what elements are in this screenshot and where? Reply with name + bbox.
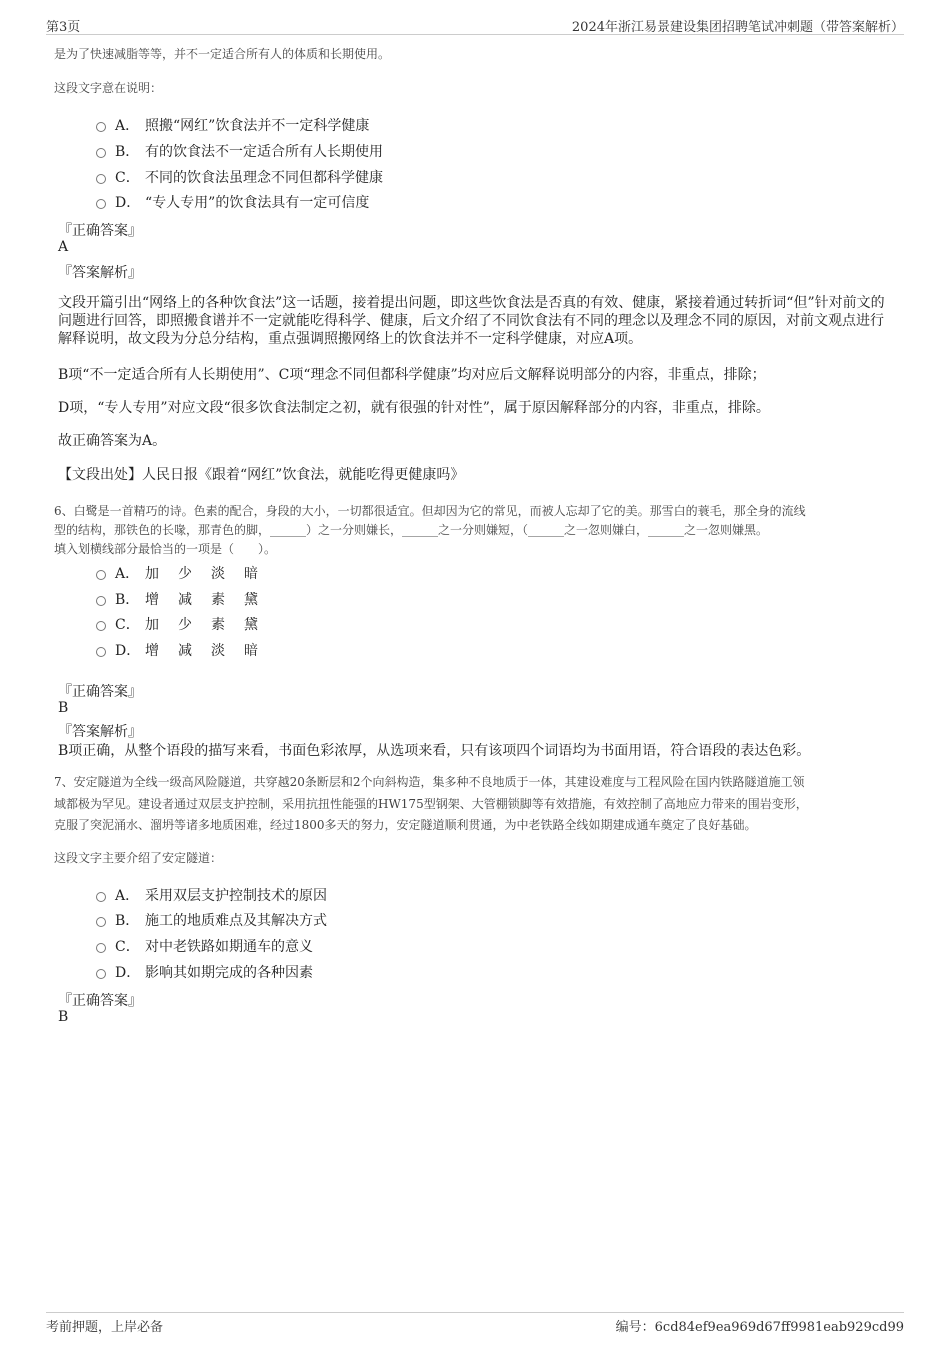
q7-stem-line-3: 克服了突泥涌水、溜坍等诸多地质困难，经过1800多天的努力，安定隧道顺利贯通，为中老铁路全线如期建成通车奠定了良好基础。 (54, 818, 757, 832)
q6-answer: B (58, 700, 69, 716)
radio-icon[interactable] (96, 174, 106, 184)
q7-prompt: 这段文字主要介绍了安定隧道： (54, 851, 223, 865)
q7-option-b[interactable]: B． 施工的地质难点及其解决方式 (96, 910, 327, 928)
radio-icon[interactable] (96, 570, 106, 580)
page-header (46, 16, 904, 35)
q7-option-d[interactable]: D． 影响其如期完成的各种因素 (96, 962, 313, 980)
radio-icon[interactable] (96, 647, 106, 657)
radio-icon[interactable] (96, 148, 106, 158)
q5-analysis-paragraph-1: 文段开篇引出“网络上的各种饮食法”这一话题，接着提出问题，即这些饮食法是否真的有效、健康，紧接着通过转折词“但”针对前文的问题进行回答，即照搬食谱并不一定就能吃得科学、健康，后文介绍了不同饮食法有不同的理念以及理念不同的原因，对前文观点进行解释说明，故文段为分总分结构，重点强调照搬网络上的饮食法并不一定科学健康，对应A项。 (58, 295, 885, 347)
q7-stem-line-2: 域都极为罕见。建设者通过双层支护控制，采用抗扭性能强的HW175型钢架、大管棚锁脚等有效措施，有效控制了高地应力带来的围岩变形， (54, 797, 808, 811)
radio-icon[interactable] (96, 621, 106, 631)
q6-stem-line-1: 6、白鹭是一首精巧的诗。色素的配合，身段的大小，一切都很适宜。但却因为它的常见，而被人忘却了它的美。那雪白的蓑毛，那全身的流线 (54, 504, 806, 518)
radio-icon[interactable] (96, 943, 106, 953)
document-serial: 编号：6cd84ef9ea969d67ff9981eab929cd99 (615, 1320, 904, 1335)
q6-option-c[interactable]: C． 加 少 素 黛 (96, 614, 258, 632)
q5-text-tail: 是为了快速减脂等等，并不一定适合所有人的体质和长期使用。 (54, 47, 391, 61)
q5-answer-label: 『正确答案』 (58, 223, 142, 239)
radio-icon[interactable] (96, 917, 106, 927)
q7-answer: B (58, 1009, 69, 1025)
q6-option-b[interactable]: B． 增 减 素 黛 (96, 589, 258, 607)
page-number: 第3页 (46, 20, 81, 35)
q7-answer-label: 『正确答案』 (58, 993, 142, 1009)
q5-answer: A (58, 239, 69, 255)
q6-stem-line-3: 填入划横线部分最恰当的一项是（ ）。 (54, 542, 277, 556)
q5-analysis-conclusion: 故正确答案为A。 (58, 433, 167, 449)
q7-stem-line-1: 7、安定隧道为全线一级高风险隧道，共穿越20条断层和2个向斜构造，集多种不良地质于一体，其建设难度与工程风险在国内铁路隧道施工领 (54, 775, 805, 789)
q5-analysis-paragraph-3: D项，“专人专用”对应文段“很多饮食法制定之初，就有很强的针对性”，属于原因解释部分的内容，非重点，排除。 (58, 400, 770, 416)
q5-option-d[interactable]: D． “专人专用”的饮食法具有一定可信度 (96, 192, 369, 210)
radio-icon[interactable] (96, 969, 106, 979)
q5-analysis-paragraph-2: B项“不一定适合所有人长期使用”、C项“理念不同但都科学健康”均对应后文解释说明部分的内容，非重点，排除； (58, 367, 766, 383)
page-footer (46, 1312, 904, 1333)
q5-option-a[interactable]: A． 照搬“网红”饮食法并不一定科学健康 (96, 115, 369, 133)
q7-option-a[interactable]: A． 采用双层支护控制技术的原因 (96, 885, 327, 903)
q6-option-d[interactable]: D． 增 减 淡 暗 (96, 640, 258, 658)
q6-option-a[interactable]: A． 加 少 淡 暗 (96, 563, 258, 581)
q6-answer-label: 『正确答案』 (58, 684, 142, 700)
radio-icon[interactable] (96, 199, 106, 209)
q6-analysis: B项正确，从整个语段的描写来看，书面色彩浓厚，从选项来看，只有该项四个词语均为书面用语，符合语段的表达色彩。 (58, 743, 811, 759)
q5-prompt: 这段文字意在说明： (54, 81, 163, 95)
radio-icon[interactable] (96, 892, 106, 902)
radio-icon[interactable] (96, 122, 106, 132)
q5-option-c[interactable]: C． 不同的饮食法虽理念不同但都科学健康 (96, 167, 383, 185)
q5-source: 【文段出处】人民日报《跟着“网红”饮食法，就能吃得更健康吗》 (58, 467, 465, 483)
q7-option-c[interactable]: C． 对中老铁路如期通车的意义 (96, 936, 313, 954)
document-title: 2024年浙江易景建设集团招聘笔试冲刺题（带答案解析） (571, 20, 904, 35)
q6-stem-line-2: 型的结构，那铁色的长喙，那青色的脚，______）之一分则嫌长，______之一分则嫌短，（______之一忽则嫌白，______之一忽则嫌黑。 (54, 523, 769, 537)
footer-slogan: 考前押题，上岸必备 (46, 1320, 164, 1335)
q5-analysis-label: 『答案解析』 (58, 265, 142, 281)
radio-icon[interactable] (96, 596, 106, 606)
q5-option-b[interactable]: B． 有的饮食法不一定适合所有人长期使用 (96, 141, 383, 159)
q6-analysis-label: 『答案解析』 (58, 724, 142, 740)
